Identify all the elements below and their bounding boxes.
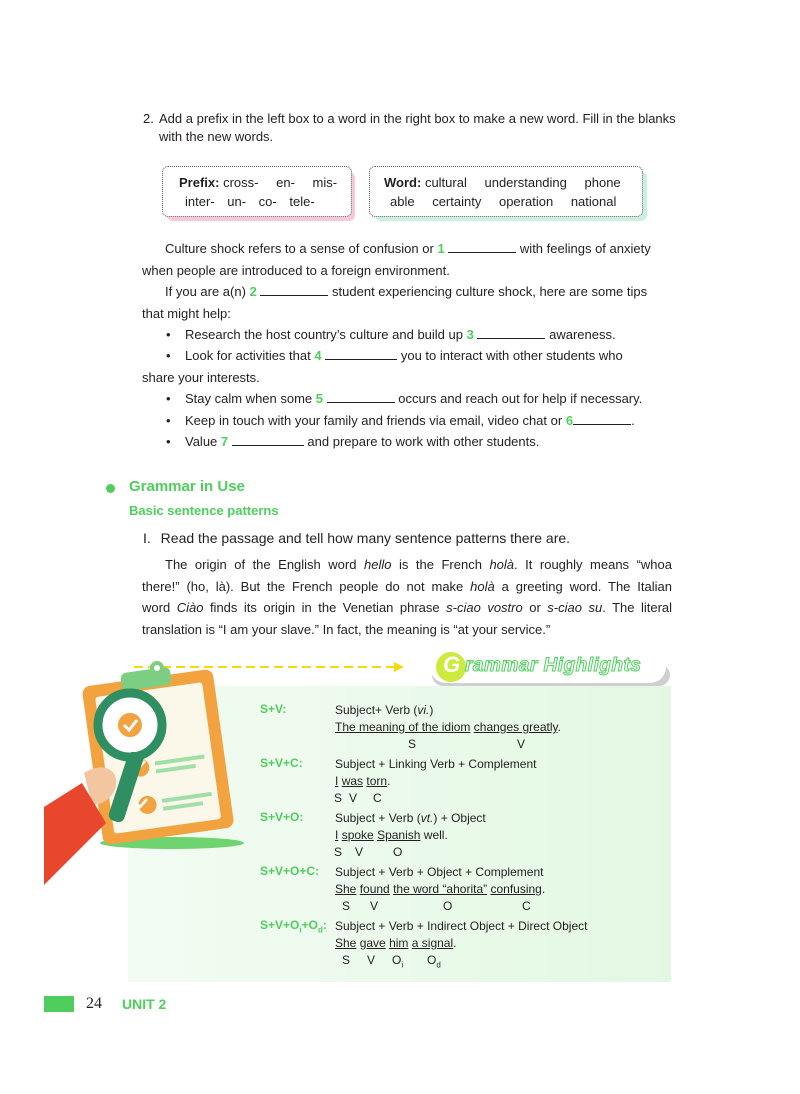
example-svoo: She gave him a signal. [335,936,457,950]
word-operation: operation [498,194,554,209]
page-number: 24 [86,995,102,1012]
word-certainty: certainty [432,194,482,209]
word-phone: phone [584,175,621,190]
svoc-s-tag: S [342,899,351,913]
prefix-co: co- [258,194,277,209]
exercise-text: Add a prefix in the left box to a word in the right box to make a new word. Fill in the blanks with the new words. [159,111,676,144]
blank-number-6: 6 [565,413,574,428]
prefix-inter: inter- [185,194,215,209]
word-box [369,166,643,217]
footer-green-bar [44,996,74,1012]
sv-v-tag: V [517,737,526,751]
svo-s-tag: S [334,845,343,859]
svoo-v-tag: V [367,953,376,967]
example-svoc: She found the word “ahorita” confusing. [335,882,546,896]
svoo-s-tag: S [342,953,351,967]
svoo-oi-tag: $O_i$ [392,953,404,970]
sv-s-tag: S [408,737,417,751]
prefix-mis: mis- [312,175,338,190]
pattern-formula-sv: Subject+ Verb (vi.) [335,703,434,717]
pattern-label-svc: S+V+C: [260,756,303,770]
blank-5[interactable] [327,389,395,403]
pattern-formula-svoc: Subject + Verb + Object + Complement [335,865,544,879]
pattern-label-svo: S+V+O: [260,810,304,824]
svoc-c-tag: C [522,899,531,913]
clipboard-magnifier-illustration [44,655,254,887]
grammar-passage: The origin of the English word hello is the French holà. It roughly means “whoa there!” (ho, là). But the French people do not make holà a greeting word. The Italian word Ciào finds its origin in the Venetian phrase s-ciao vostro or s-ciao su. The literal translation is “I am your slave.” In fact, the meaning is “at your service.” [142,557,673,637]
blank-number-7: 7 [220,434,229,449]
prefix-cross: cross- [223,175,259,190]
exercise-number: 2. [143,111,154,126]
pattern-label-svoc: S+V+O+C: [260,864,320,878]
svo-v-tag: V [355,845,364,859]
bullet-5: • Value 7 and prepare to work with other students. [166,434,540,449]
section-bullet-icon [106,484,115,493]
example-svc: I was torn. [335,774,391,788]
prefix-tele: tele- [289,194,315,209]
example-sv: The meaning of the idiom changes greatly. [335,720,561,734]
word-label: Word: [384,175,422,190]
highlights-title: rammar Highlights [465,655,642,676]
bullet-2: • Look for activities that 4 you to interact with other students who [166,348,623,363]
word-able: able [390,194,415,209]
blank-2[interactable] [260,282,328,296]
pattern-formula-svo: Subject + Verb (vt.) + Object [335,811,486,825]
blank-4[interactable] [325,346,397,360]
blank-number-5: 5 [315,391,324,406]
blank-number-1: 1 [437,241,445,256]
grammar-heading: Grammar in Use [129,478,245,495]
svoo-od-tag: $O_d$ [427,953,441,970]
prefix-un: un- [227,194,247,209]
svc-s-tag: S [334,791,343,805]
unit-label: UNIT 2 [122,996,167,1012]
blank-number-2: 2 [249,284,257,299]
svoc-v-tag: V [370,899,379,913]
word-national: national [570,194,617,209]
example-svo: I spoke Spanish well. [335,828,448,842]
word-cultural: cultural [424,175,467,190]
svoc-o-tag: O [443,899,453,913]
svc-c-tag: C [373,791,382,805]
blank-number-4: 4 [314,348,322,363]
prefix-en: en- [276,175,295,190]
pattern-formula-svoo: Subject + Verb + Indirect Object + Direct Object [335,919,588,933]
bullet-1: • Research the host country’s culture and build up 3 awareness. [166,327,616,342]
bullet-2-continuation: share your interests. [142,370,260,385]
word-understanding: understanding [484,175,567,190]
blank-3[interactable] [477,325,545,339]
blank-1[interactable] [448,239,516,253]
prefix-box [162,166,352,217]
blank-6[interactable] [573,411,631,425]
grammar-subheading: Basic sentence patterns [129,503,279,518]
prefix-label: Prefix: [179,175,220,190]
bullet-3: • Stay calm when some 5 occurs and reach out for help if necessary. [166,391,643,406]
grammar-task: I. Read the passage and tell how many sentence patterns there are. [143,530,571,546]
svo-o-tag: O [393,845,403,859]
blank-7[interactable] [232,432,304,446]
highlights-title-g: G [443,652,461,677]
pattern-label-svoo: $S+V+O_i+O_d$: [260,918,327,935]
exercise-2-instruction [143,110,683,146]
pattern-formula-svc: Subject + Linking Verb + Complement [335,757,537,771]
svc-v-tag: V [349,791,358,805]
passage: Culture shock refers to a sense of confusion or 1 with feelings of anxiety when people are introduced to a foreign environment. If you are a(n) 2 student experiencing culture shock, here are some tips that might help: [142,241,651,321]
blank-number-3: 3 [466,327,474,342]
pattern-label-sv: S+V: [260,702,287,716]
bullet-4: • Keep in touch with your family and friends via email, video chat or 6 . [166,413,635,428]
